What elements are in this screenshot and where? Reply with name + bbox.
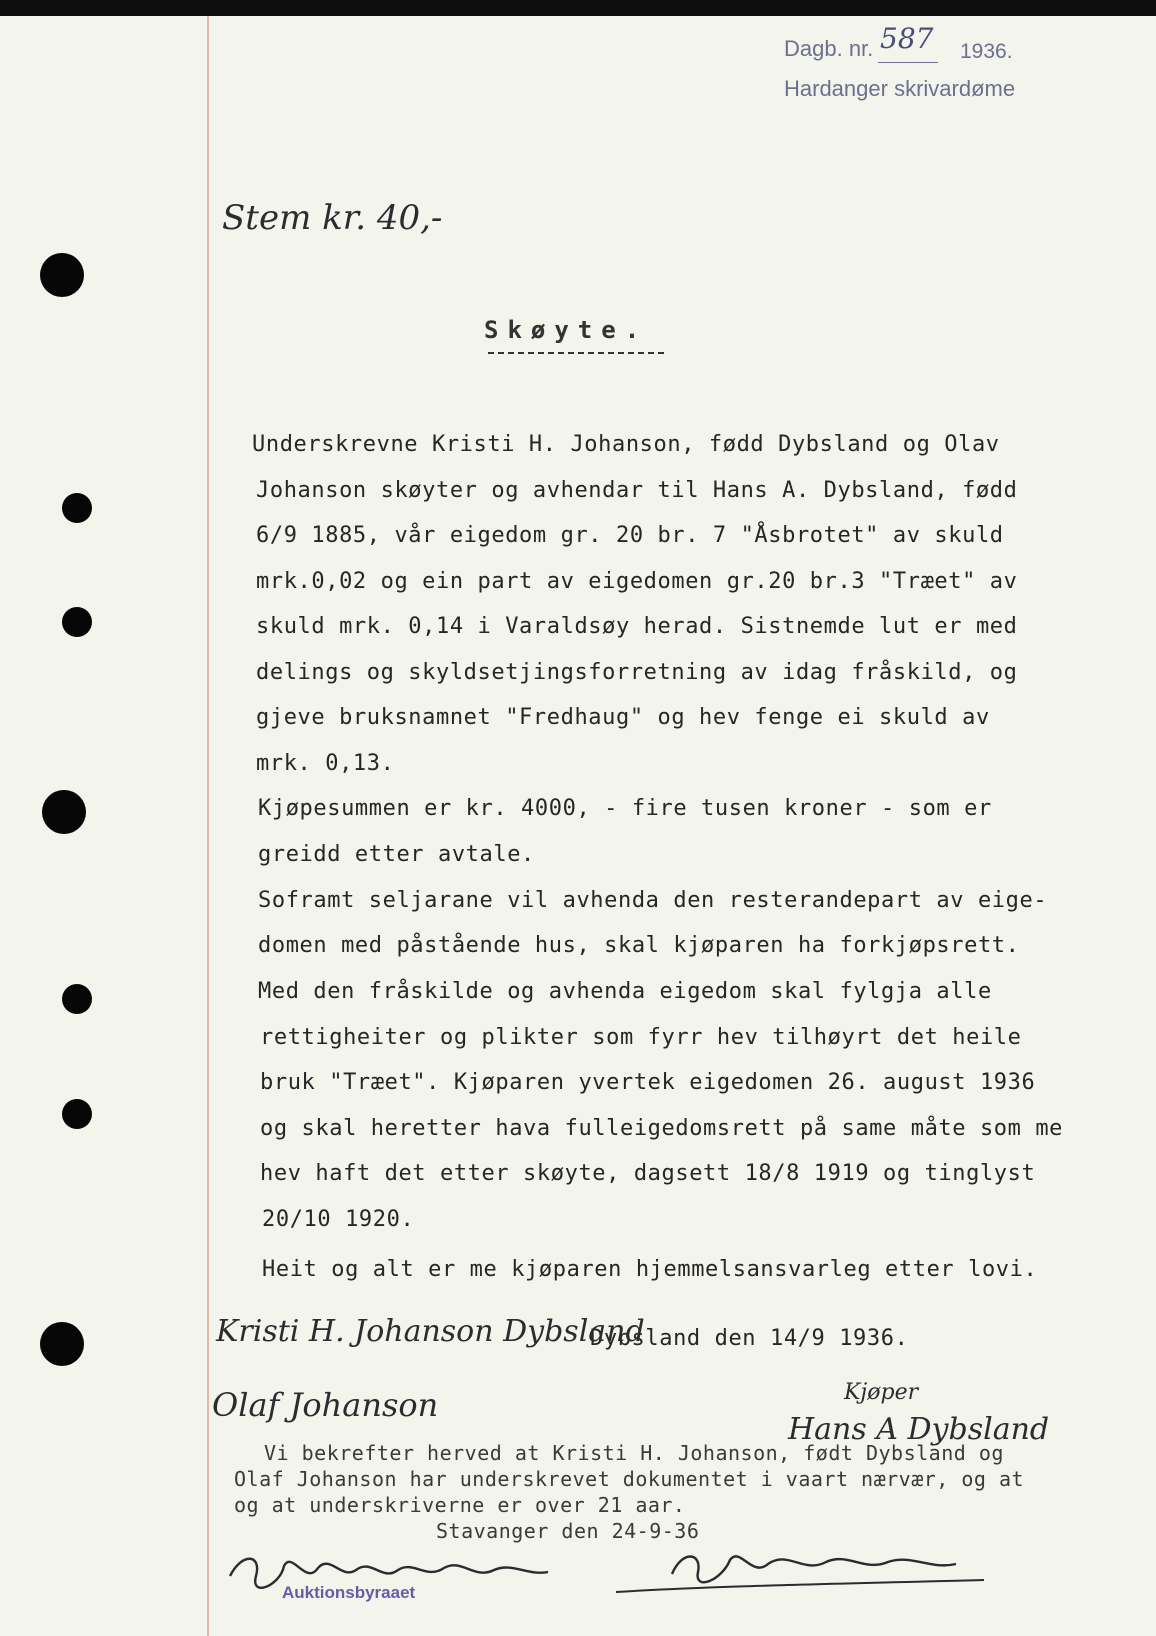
certification-line: og at underskriverne er over 21 aar.	[234, 1493, 686, 1517]
document-title: Skøyte.	[484, 316, 649, 344]
stamp-office: Hardanger skrivardøme	[784, 76, 1016, 101]
body-line: mrk. 0,13.	[256, 751, 395, 776]
punch-hole	[62, 1099, 92, 1129]
body-line: 20/10 1920.	[262, 1207, 415, 1232]
punch-hole	[62, 493, 92, 523]
body-line: Med den fråskilde og avhenda eigedom skal fylgja alle	[258, 979, 992, 1004]
buyer-label: Kjøper	[844, 1380, 919, 1405]
scan-border	[0, 0, 1156, 16]
place-date: Dybsland den 14/9 1936.	[590, 1326, 909, 1351]
punch-hole	[62, 607, 92, 637]
body-line: mrk.0,02 og ein part av eigedomen gr.20 br.3 "Træet" av	[256, 569, 1018, 594]
stamp-number: 587	[880, 22, 934, 55]
body-line: rettigheiter og plikter som fyrr hev tilhøyrt det heile	[260, 1025, 1022, 1050]
certification-line: Vi bekrefter herved at Kristi H. Johanson, født Dybsland og	[264, 1441, 1004, 1465]
body-line: delings og skyldsetjingsforretning av idag fråskild, og	[256, 660, 1018, 685]
body-line: 6/9 1885, vår eigedom gr. 20 br. 7 "Åsbrotet" av skuld	[256, 523, 1004, 548]
stamp-year: 1936.	[960, 40, 1013, 63]
seller-signature-2: Olaf Johanson	[212, 1386, 439, 1424]
body-line: Kjøpesummen er kr. 4000, - fire tusen kroner - som er	[258, 796, 992, 821]
witness-signature-2	[612, 1540, 992, 1600]
stamp-label: Dagb. nr.	[784, 36, 874, 61]
body-line: hev haft det etter skøyte, dagsett 18/8 1919 og tinglyst	[260, 1161, 1036, 1186]
body-line: Soframt seljarane vil avhenda den resterandepart av eige-	[258, 888, 1048, 913]
body-line: Underskrevne Kristi H. Johanson, fødd Dybsland og Olav	[252, 432, 1000, 457]
certification-line: Stavanger den 24-9-36	[436, 1519, 700, 1543]
stamp-underline	[878, 62, 938, 63]
margin-rule	[207, 16, 209, 1636]
fee-note: Stem kr. 40,-	[222, 198, 443, 238]
body-line: og skal heretter hava fulleigedomsrett på same måte som me	[260, 1116, 1064, 1141]
body-line: domen med påstående hus, skal kjøparen ha forkjøpsrett.	[258, 933, 1020, 958]
body-line: Heit og alt er me kjøparen hjemmelsansvarleg etter lovi.	[262, 1257, 1038, 1282]
punch-hole	[40, 1322, 84, 1366]
body-line: Johanson skøyter og avhendar til Hans A. Dybsland, fødd	[256, 478, 1018, 503]
body-line: greidd etter avtale.	[258, 842, 535, 867]
buyer-signature: Hans A Dybsland	[788, 1412, 1050, 1447]
certification-line: Olaf Johanson har underskrevet dokumentet i vaart nærvær, og at	[234, 1467, 1025, 1491]
body-line: gjeve bruksnamnet "Fredhaug" og hev fenge ei skuld av	[256, 705, 990, 730]
body-line: skuld mrk. 0,14 i Varaldsøy herad. Sistnemde lut er med	[256, 614, 1018, 639]
seller-signature-1: Kristi H. Johanson Dybsland	[216, 1314, 645, 1349]
punch-hole	[62, 984, 92, 1014]
punch-hole	[42, 790, 86, 834]
punch-hole	[40, 253, 84, 297]
body-line: bruk "Træet". Kjøparen yvertek eigedomen 26. august 1936	[260, 1070, 1036, 1095]
title-underline	[488, 352, 664, 354]
witness-stamp: Auktionsbyraaet	[282, 1583, 416, 1602]
